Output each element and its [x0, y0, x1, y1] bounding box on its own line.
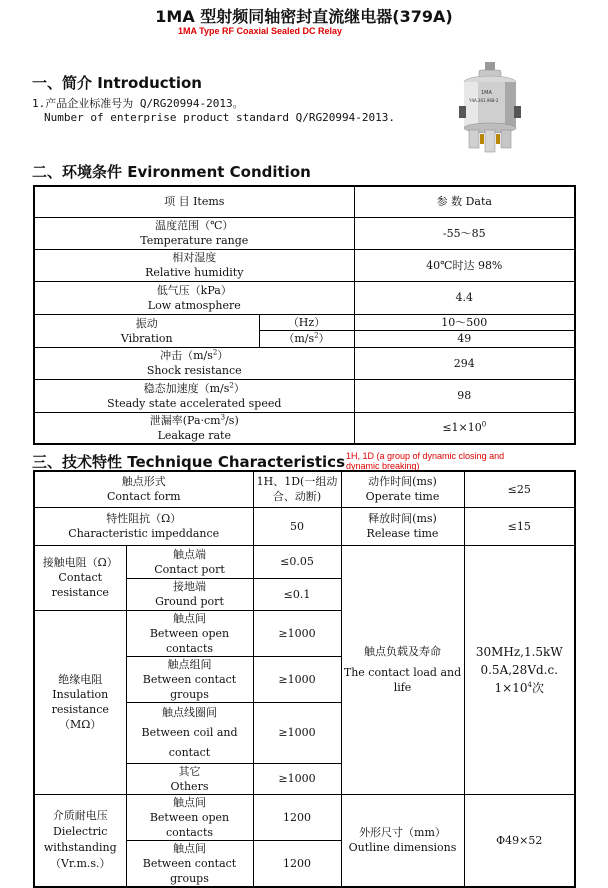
insulation-label: 绝缘电阻 Insulation resistance （MΩ）	[34, 610, 126, 794]
insulation-groups-label: 触点组间 Between contact groups	[126, 656, 253, 702]
load-life-label: 触点负载及寿命 The contact load and life	[341, 545, 464, 794]
low-atmosphere-label: 低气压（kPa） Low atmosphere	[34, 281, 354, 314]
dielectric-open-label: 触点间 Between open contacts	[126, 794, 253, 840]
acceleration-label: 稳态加速度$(m/s^2)$ Steady state accelerated speed	[34, 379, 354, 412]
environment-table	[33, 185, 576, 445]
svg-text:Y4A.361.968-2: Y4A.361.968-2	[469, 98, 499, 103]
insulation-coil-value: ≥1000	[253, 702, 341, 763]
insulation-coil-label: 触点线圈间 Between coil and contact	[126, 702, 253, 763]
leakage-value: $\le 1\times 10^0$	[354, 412, 575, 444]
dielectric-groups-label: 触点间 Between contact groups	[126, 840, 253, 887]
technique-table	[33, 470, 576, 888]
dielectric-label: 介质耐电压 Dielectric withstanding （Vr.m.s.）	[34, 794, 126, 887]
operate-time-value: ≤25	[464, 471, 575, 507]
vibration-unit-accel: $(m/s^2)$	[259, 330, 354, 347]
shock-value: 294	[354, 347, 575, 379]
environment-heading: 二、环境条件 Evironment Condition	[32, 163, 311, 181]
contact-port-label: 触点端 Contact port	[126, 545, 253, 578]
load-life-value: 30MHz,1.5kW 0.5A,28Vd.c. $1\times 10^4$次	[464, 545, 575, 794]
insulation-groups-value: ≥1000	[253, 656, 341, 702]
release-time-value: ≤15	[464, 507, 575, 545]
low-atmosphere-value: 4.4	[354, 281, 575, 314]
intro-line-cn: 1.产品企业标准号为 Q/RG20994-2013。	[32, 97, 244, 110]
technique-heading: 三、技术特性 Technique Characteristics	[32, 453, 346, 471]
outline-value: Φ49×52	[464, 794, 575, 887]
header-data: 参 数 Data	[354, 186, 575, 217]
humidity-value: 40℃时达 98%	[354, 249, 575, 281]
dielectric-open-value: 1200	[253, 794, 341, 840]
contact-port-value: ≤0.05	[253, 545, 341, 578]
contact-form-note: 1H, 1D (a group of dynamic closing and dynamic breaking)	[346, 451, 505, 471]
temperature-value: -55～85	[354, 217, 575, 249]
vibration-unit-hz: （Hz）	[259, 314, 354, 330]
svg-text:1MA: 1MA	[481, 90, 492, 96]
insulation-open-value: ≥1000	[253, 610, 341, 656]
dielectric-groups-value: 1200	[253, 840, 341, 887]
humidity-label: 相对湿度 Relative humidity	[34, 249, 354, 281]
vibration-label: 振动 Vibration	[34, 314, 259, 347]
acceleration-value: 98	[354, 379, 575, 412]
contact-form-value: 1H、1D(一组动合、动断)	[253, 471, 341, 507]
intro-heading: 一、简介 Introduction	[32, 74, 202, 92]
vibration-value-accel: 49	[354, 330, 575, 347]
contact-form-label: 触点形式 Contact form	[34, 471, 253, 507]
ground-port-label: 接地端 Ground port	[126, 578, 253, 610]
leakage-label: 泄漏率$(Pa\cdot cm^3/s)$ Leakage rate	[34, 412, 354, 444]
insulation-open-label: 触点间 Between open contacts	[126, 610, 253, 656]
release-time-label: 释放时间(ms) Release time	[341, 507, 464, 545]
shock-label: 冲击$(m/s^2)$ Shock resistance	[34, 347, 354, 379]
ground-port-value: ≤0.1	[253, 578, 341, 610]
outline-label: 外形尺寸（mm） Outline dimensions	[341, 794, 464, 887]
header-items: 项 目 Items	[34, 186, 354, 217]
temperature-label: 温度范围（℃） Temperature range	[34, 217, 354, 249]
vibration-value-hz: 10～500	[354, 314, 575, 330]
intro-line-en: Number of enterprise product standard Q/RG20994-2013.	[44, 111, 395, 124]
insulation-others-label: 其它 Others	[126, 763, 253, 794]
impedance-label: 特性阻抗（Ω） Characteristic impeddance	[34, 507, 253, 545]
impedance-value: 50	[253, 507, 341, 545]
operate-time-label: 动作时间(ms) Operate time	[341, 471, 464, 507]
document-title: 1MA 型射频同轴密封直流继电器(379A)	[155, 7, 453, 26]
contact-resistance-label: 接触电阻（Ω） Contact resistance	[34, 545, 126, 610]
insulation-others-value: ≥1000	[253, 763, 341, 794]
document-subtitle: 1MA Type RF Coaxial Sealed DC Relay	[178, 26, 343, 36]
relay-product-image	[455, 62, 525, 157]
